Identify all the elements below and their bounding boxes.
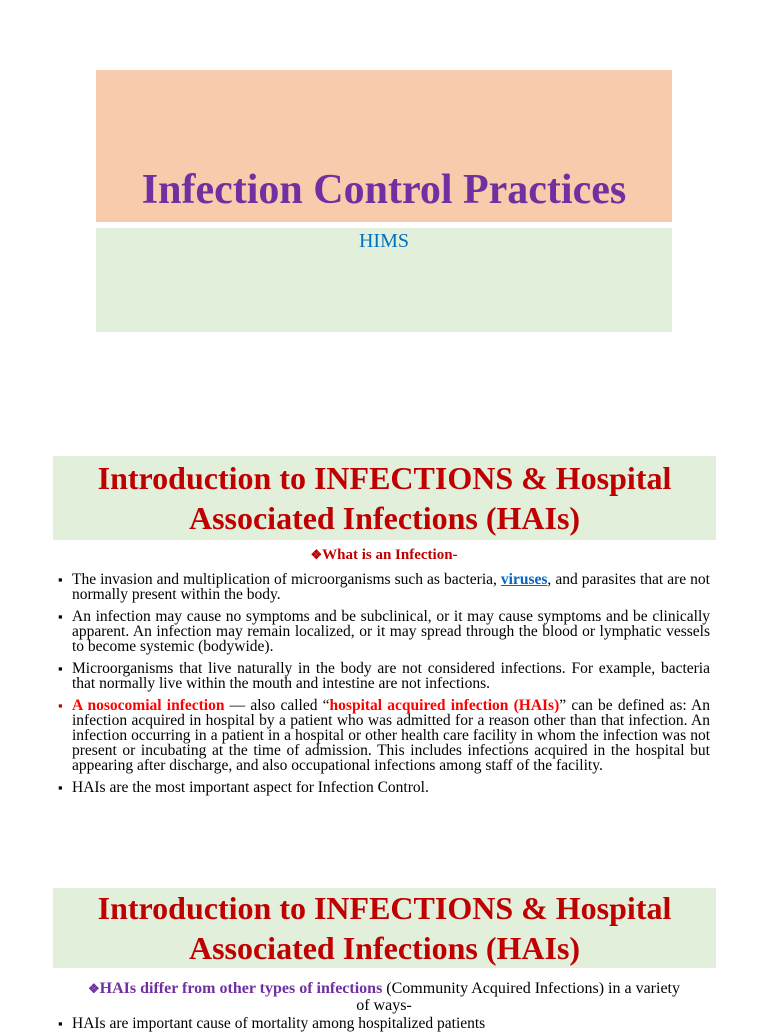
subheading-text: What is an Infection-: [322, 547, 458, 563]
presentation-subtitle: HIMS: [358, 230, 409, 252]
diamond-bullet-icon: ❖: [88, 981, 100, 996]
hai-intro-text: [80, 980, 688, 1014]
slide2-heading-line1: Introduction to INFECTIONS & Hospital: [97, 460, 672, 496]
list-item: ▪ Microorganisms that live naturally in the body are not considered infections. For example, bacteria that normally live within the mouth and intestine are not infections.: [58, 661, 710, 691]
slide2-heading: [53, 456, 716, 540]
what-is-infection-subheading: [60, 547, 708, 564]
hai-term: hospital acquired infection (HAIs): [329, 697, 560, 714]
infection-bullet-list: [58, 572, 710, 802]
diamond-bullet-icon: ❖: [310, 547, 323, 562]
slide2-heading-line2: Associated Infections (HAIs): [188, 500, 581, 536]
intro-bold: HAIs differ from other types of infections: [99, 980, 383, 997]
title-slide: [0, 0, 768, 390]
slide3-heading-line1: Introduction to INFECTIONS & Hospital: [97, 890, 672, 926]
viruses-link[interactable]: viruses: [500, 571, 548, 588]
list-item: [58, 572, 710, 602]
intro-rest: (Community Acquired Infections) in a variety of ways-: [356, 980, 680, 1014]
slide3-heading: [53, 888, 716, 968]
presentation-title: Infection Control Practices: [141, 167, 627, 213]
bullet-text: ” can be defined as: An infection acquired in hospital by a patient who was admitted for a reason other than that infection. An infection occurring in a patient in a hospital or other health care facility in whom the infection was not present or incubating at the time of admission. This includes infections acquired in the hospital but appearing after discharge, and also occupational infections among staff of the facility.: [72, 697, 710, 774]
bullet-text: — also called “: [224, 697, 330, 714]
nosocomial-term: A nosocomial infection: [72, 697, 225, 714]
list-item: [58, 698, 710, 773]
list-item: ▪ An infection may cause no symptoms and be subclinical, or it may cause symptoms and be clinically apparent. An infection may remain localized, or it may spread through the blood or lymphatic vessels to become systemic (bodywide).: [58, 609, 710, 654]
slide3-heading-line2: Associated Infections (HAIs): [188, 930, 581, 966]
bullet-text: The invasion and multiplication of microorganisms such as bacteria,: [72, 571, 501, 588]
bullet-text: , and parasites that are not normally present within the body.: [72, 571, 710, 603]
list-item: ▪ HAIs are the most important aspect for Infection Control.: [58, 780, 710, 795]
list-item: ▪ HAIs are important cause of mortality among hospitalized patients: [58, 1016, 724, 1031]
